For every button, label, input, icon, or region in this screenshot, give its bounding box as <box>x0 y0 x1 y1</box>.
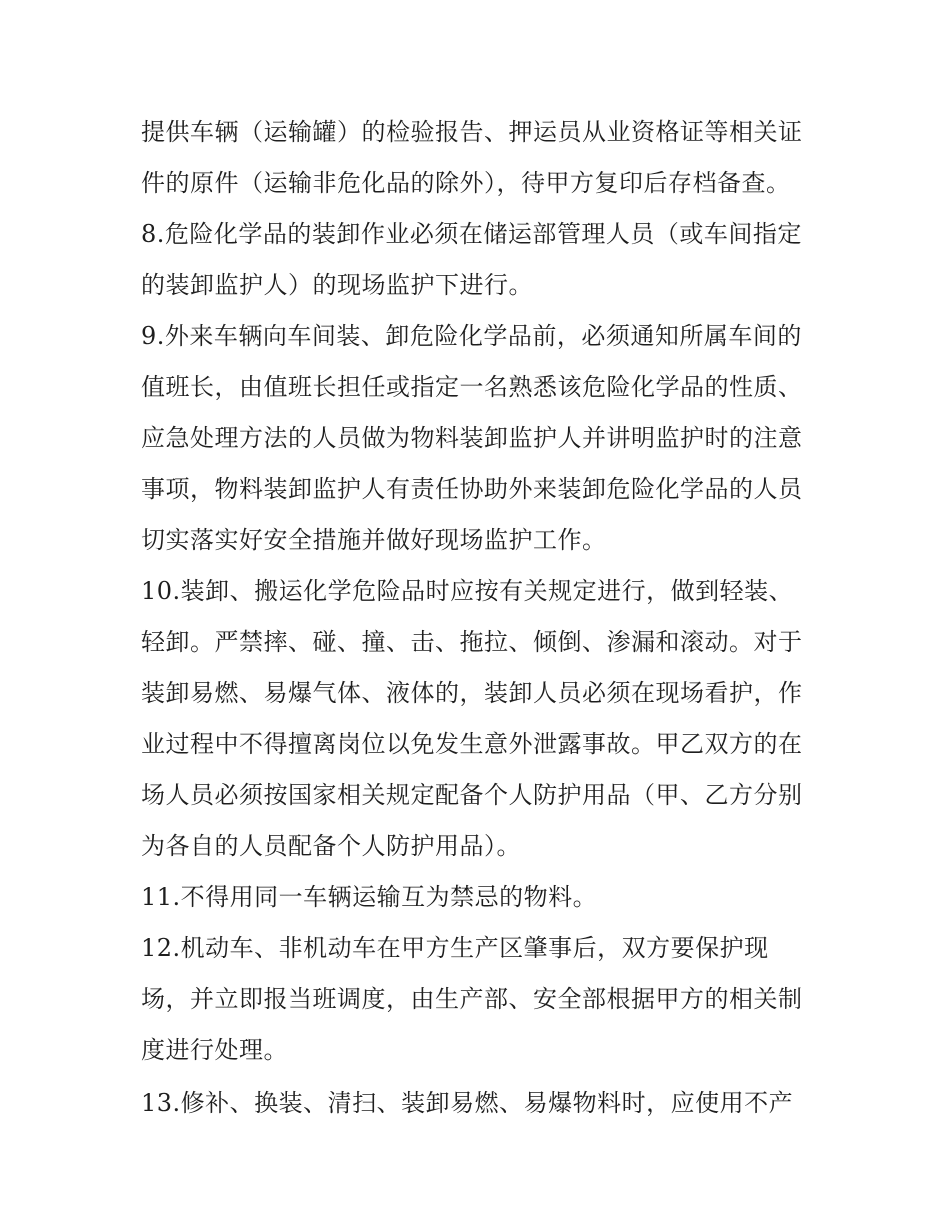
text-line: 业过程中不得擅离岗位以免发生意外泄露事故。甲乙双方的在 <box>141 730 803 758</box>
text-line: 11.不得用同一车辆运输互为禁忌的物料。 <box>141 883 598 911</box>
text-line: 装卸易燃、易爆气体、液体的，装卸人员必须在现场看护，作 <box>141 679 803 707</box>
text-line: 切实落实好安全措施并做好现场监护工作。 <box>141 526 607 554</box>
text-line: 事项，物料装卸监护人有责任协助外来装卸危险化学品的人员 <box>141 475 803 503</box>
text-line: 提供车辆（运输罐）的检验报告、押运员从业资格证等相关证 <box>141 118 803 146</box>
text-line: 10.装卸、搬运化学危险品时应按有关规定进行，做到轻装、 <box>141 577 794 605</box>
text-line: 应急处理方法的人员做为物料装卸监护人并讲明监护时的注意 <box>141 424 803 452</box>
text-line: 9.外来车辆向车间装、卸危险化学品前，必须通知所属车间的 <box>141 322 802 350</box>
text-line: 12.机动车、非机动车在甲方生产区肇事后，双方要保护现 <box>141 934 769 962</box>
text-line: 的装卸监护人）的现场监护下进行。 <box>141 271 533 299</box>
text-line: 值班长，由值班长担任或指定一名熟悉该危险化学品的性质、 <box>141 373 803 401</box>
text-line: 场，并立即报当班调度，由生产部、安全部根据甲方的相关制 <box>141 985 803 1013</box>
text-line: 13.修补、换装、清扫、装卸易燃、易爆物料时，应使用不产 <box>141 1089 794 1117</box>
document-body <box>141 107 821 1129</box>
text-line: 轻卸。严禁摔、碰、撞、击、拖拉、倾倒、渗漏和滚动。对于 <box>141 628 803 656</box>
text-line: 度进行处理。 <box>141 1036 288 1064</box>
text-line: 8.危险化学品的装卸作业必须在储运部管理人员（或车间指定 <box>141 220 802 248</box>
text-line: 件的原件（运输非危化品的除外），待甲方复印后存档备查。 <box>141 169 791 197</box>
text-line: 场人员必须按国家相关规定配备个人防护用品（甲、乙方分别 <box>141 781 803 809</box>
text-line: 为各自的人员配备个人防护用品）。 <box>141 832 521 860</box>
